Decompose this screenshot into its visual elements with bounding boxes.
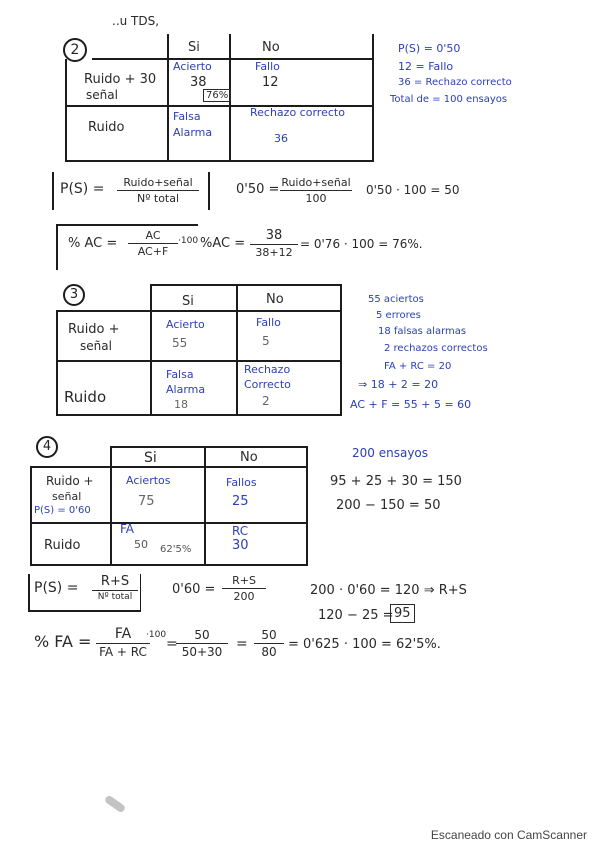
col-header-si: Si	[144, 450, 157, 466]
note: 18 falsas alarmas	[378, 326, 467, 337]
table-line	[110, 446, 308, 448]
equals: =	[166, 636, 178, 652]
note: 2 rechazos correctos	[384, 343, 488, 354]
calc-fraction	[176, 628, 228, 659]
cell-label: Fallos	[226, 476, 257, 489]
calc-text: 0'50 =	[236, 182, 280, 197]
calc-fraction	[280, 176, 352, 205]
denominator: FA + RC	[99, 645, 147, 659]
calc-text: 0'60 =	[172, 582, 216, 597]
table-line	[150, 284, 342, 286]
scanner-watermark: Escaneado con CamScanner	[430, 828, 587, 842]
cell-value: 30	[232, 538, 249, 553]
formula-fraction	[96, 626, 150, 659]
row-label: Ruido + 30	[84, 72, 157, 87]
cell-percent: 76%	[203, 89, 231, 102]
note: 12 = Fallo	[398, 60, 454, 73]
cell-label: Acierto	[173, 60, 212, 73]
cell-value: 55	[172, 336, 188, 350]
formula-lhs: P(S) =	[34, 580, 79, 596]
note: 36 = Rechazo correcto	[398, 77, 512, 88]
table-line	[30, 564, 308, 566]
table-line	[372, 34, 374, 162]
cell-label: Rechazo correcto	[250, 106, 345, 119]
cell-label: RC	[232, 524, 249, 538]
denominator: Nº total	[136, 192, 180, 205]
table-line	[56, 414, 342, 416]
exercise-number: 4	[36, 436, 58, 458]
note: 55 aciertos	[368, 294, 424, 305]
cell-label: Aciertos	[126, 474, 171, 487]
col-header-si: Si	[182, 294, 194, 309]
equals: =	[236, 636, 248, 652]
calc-text: = 0'76 · 100 = 76%.	[300, 237, 423, 251]
formula-lhs: % AC =	[68, 236, 118, 251]
boxed-result: 95	[390, 604, 415, 623]
numerator: 38	[265, 228, 283, 243]
note: 5 errores	[376, 310, 421, 321]
numerator: 50	[194, 628, 210, 642]
row-label: Ruido +	[68, 322, 120, 337]
denominator: AC+F	[137, 245, 169, 258]
exercise-number: 3	[63, 284, 85, 306]
cell-label: Alarma	[173, 126, 213, 139]
table-line	[30, 522, 308, 524]
cell-value: 38	[190, 75, 207, 90]
col-header-no: No	[262, 40, 280, 55]
table-line	[204, 446, 206, 566]
cell-value: 36	[274, 132, 288, 145]
table-line	[56, 310, 342, 312]
row-label: señal	[52, 490, 82, 503]
numerator: 50	[261, 628, 277, 642]
cell-label: Falsa	[166, 368, 194, 381]
numerator: Ruido+señal	[123, 176, 193, 189]
col-header-si: Si	[188, 40, 200, 55]
table-line	[340, 284, 342, 416]
denominator: 80	[261, 645, 277, 659]
row-label: Ruido	[88, 120, 125, 135]
table-line	[150, 284, 152, 416]
denominator: 50+30	[181, 645, 223, 659]
table-line	[65, 160, 374, 162]
denominator: 200	[233, 590, 255, 603]
cell-value: 50	[134, 538, 148, 551]
table-line	[306, 446, 308, 566]
row-label-probability: P(S) = 0'60	[34, 505, 91, 516]
cell-label: Correcto	[244, 378, 291, 391]
table-line	[110, 446, 112, 566]
calc-line: 200 − 150 = 50	[336, 498, 441, 513]
cell-percent: 62'5%	[160, 544, 192, 555]
row-label: señal	[86, 88, 118, 102]
cell-label: Fallo	[256, 316, 281, 329]
table-line	[65, 59, 67, 162]
calc-text: 0'50 · 100 = 50	[366, 183, 460, 197]
cell-value: 25	[232, 494, 249, 509]
cell-label: Rechazo	[244, 363, 291, 376]
calc-fraction	[254, 628, 284, 659]
denominator: Nº total	[97, 592, 133, 602]
formula-mult: ·100	[178, 236, 199, 246]
table-line	[92, 58, 374, 60]
calc-line: 95 + 25 + 30 = 150	[330, 474, 462, 489]
table-line	[56, 360, 342, 362]
numerator: AC	[145, 229, 161, 242]
cell-value: 75	[138, 494, 155, 509]
formula-fraction	[92, 574, 138, 602]
calc-text: %AC =	[200, 236, 246, 251]
numerator: FA	[114, 626, 132, 642]
cell-label: Acierto	[166, 318, 205, 331]
table-line	[56, 310, 58, 416]
row-label: Ruido	[44, 538, 81, 553]
col-header-no: No	[266, 292, 284, 307]
row-label: señal	[80, 339, 112, 353]
formula-lhs: % FA =	[34, 632, 92, 651]
calc-fraction	[222, 574, 266, 603]
formula-mult: ·100	[146, 630, 167, 640]
calc-text: 120 − 25 =	[318, 608, 394, 623]
note: ⇒ 18 + 2 = 20	[358, 378, 439, 391]
numerator: R+S	[232, 574, 256, 587]
cell-label: Falsa	[173, 110, 201, 123]
note: Total de = 100 ensayos	[390, 94, 508, 105]
cell-value: 12	[262, 75, 279, 90]
numerator: Ruido+señal	[281, 176, 351, 189]
top-fragment: ..u TDS,	[112, 14, 160, 28]
cell-value: 5	[262, 334, 270, 348]
cell-value: 18	[174, 398, 188, 411]
note: FA + RC = 20	[384, 361, 452, 372]
note: AC + F = 55 + 5 = 60	[350, 398, 472, 411]
calc-fraction	[250, 228, 298, 259]
denominator: 100	[305, 192, 327, 205]
exercise-number: 2	[63, 38, 87, 62]
table-line	[236, 284, 238, 416]
row-label: Ruido +	[46, 474, 94, 488]
formula-fraction	[128, 229, 178, 258]
cell-label: FA	[120, 522, 135, 536]
formula-lhs: P(S) =	[60, 181, 105, 197]
table-line	[167, 34, 169, 162]
note: P(S) = 0'50	[398, 42, 461, 55]
numerator: R+S	[100, 574, 130, 589]
cell-label: Fallo	[255, 60, 280, 73]
denominator: 38+12	[255, 246, 293, 259]
table-line	[30, 466, 308, 468]
col-header-no: No	[240, 450, 258, 465]
table-line	[30, 466, 32, 566]
scan-smudge	[104, 794, 127, 813]
calc-text: = 0'625 · 100 = 62'5%.	[288, 637, 441, 652]
row-label: Ruido	[64, 388, 107, 406]
cell-value: 2	[262, 394, 270, 408]
cell-label: Alarma	[166, 383, 206, 396]
formula-fraction	[117, 176, 199, 205]
heading: 200 ensayos	[352, 446, 429, 460]
calc-text: 200 · 0'60 = 120 ⇒ R+S	[310, 583, 467, 598]
